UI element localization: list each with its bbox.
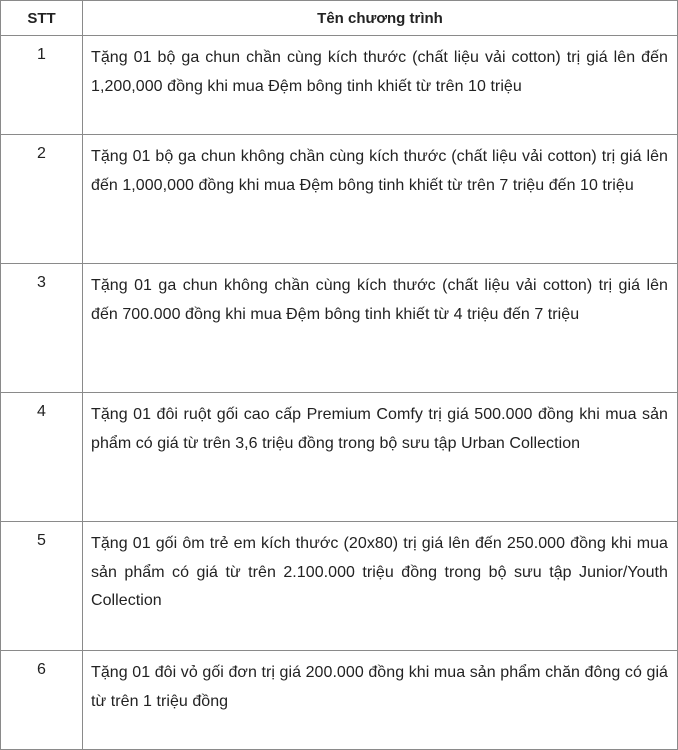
table-header-row: [1, 1, 678, 36]
program-description: Tặng 01 đôi vỏ gối đơn trị giá 200.000 đồng khi mua sản phẩm chăn đông có giá từ trên 1 triệu đồng: [83, 651, 678, 750]
row-number: 6: [1, 651, 83, 750]
table-row: [1, 651, 678, 750]
program-description: Tặng 01 bộ ga chun không chần cùng kích thước (chất liệu vải cotton) trị giá lên đến 1,000,000 đồng khi mua Đệm bông tinh khiết từ trên 7 triệu đến 10 triệu: [83, 135, 678, 264]
program-description: Tặng 01 ga chun không chần cùng kích thước (chất liệu vải cotton) trị giá lên đến 700.000 đồng khi mua Đệm bông tinh khiết từ 4 triệu đến 7 triệu: [83, 264, 678, 393]
row-number: 2: [1, 135, 83, 264]
program-description: Tặng 01 gối ôm trẻ em kích thước (20x80) trị giá lên đến 250.000 đồng khi mua sản phẩm có giá từ trên 2.100.000 triệu đồng trong bộ sưu tập Junior/Youth Collection: [83, 522, 678, 651]
header-stt: STT: [1, 1, 83, 36]
program-description: Tặng 01 bộ ga chun chần cùng kích thước (chất liệu vải cotton) trị giá lên đến 1,200,000 đồng khi mua Đệm bông tinh khiết từ trên 10 triệu: [83, 36, 678, 135]
row-number: 3: [1, 264, 83, 393]
row-number: 5: [1, 522, 83, 651]
header-program-name: Tên chương trình: [83, 1, 678, 36]
program-description: Tặng 01 đôi ruột gối cao cấp Premium Comfy trị giá 500.000 đồng khi mua sản phẩm có giá từ trên 3,6 triệu đồng trong bộ sưu tập Urban Collection: [83, 393, 678, 522]
table-row: [1, 264, 678, 393]
row-number: 4: [1, 393, 83, 522]
table-row: [1, 135, 678, 264]
table-row: [1, 522, 678, 651]
table-row: [1, 393, 678, 522]
row-number: 1: [1, 36, 83, 135]
table-row: [1, 36, 678, 135]
